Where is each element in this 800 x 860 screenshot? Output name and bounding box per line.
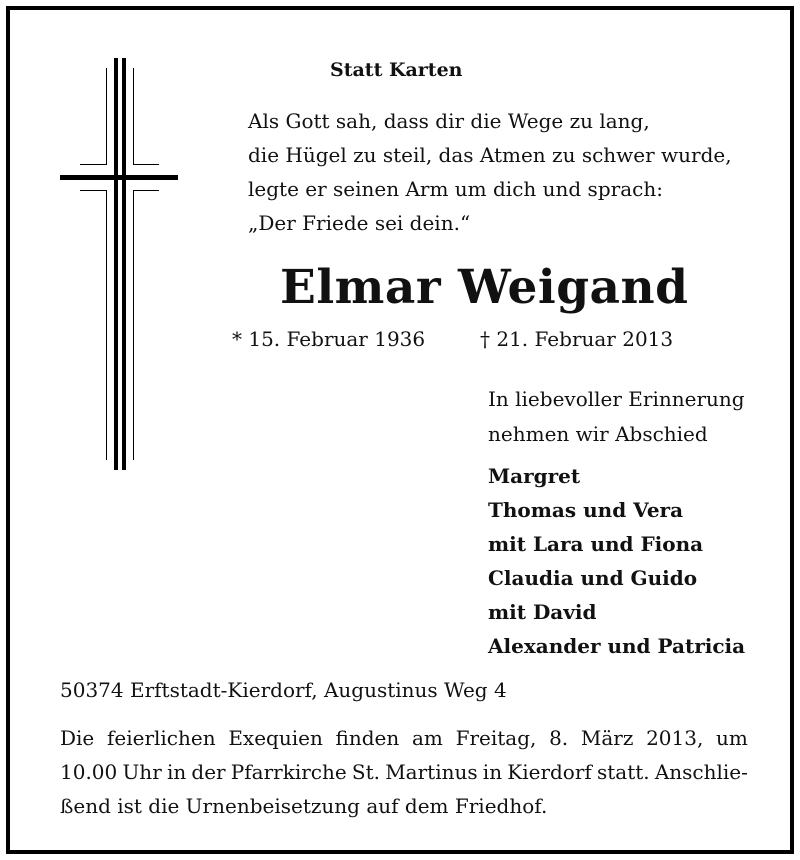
service-word: Kierdorf bbox=[507, 760, 592, 784]
intro-heading: Statt Karten bbox=[330, 59, 463, 81]
birth-date: * 15. Februar 1936 bbox=[232, 327, 426, 351]
mourner: Claudia und Guido bbox=[488, 566, 698, 590]
memory-line: In liebevoller Erinnerung bbox=[488, 387, 745, 411]
obituary-notice bbox=[6, 6, 794, 854]
service-word: Anschlie- bbox=[654, 760, 748, 784]
service-word: März bbox=[580, 726, 634, 750]
service-word: um bbox=[716, 726, 748, 750]
service-word: Uhr bbox=[122, 760, 162, 784]
mourner: mit David bbox=[488, 600, 597, 624]
service-word: 2013, bbox=[646, 726, 704, 750]
service-word: finden bbox=[335, 726, 400, 750]
service-word: Pfarrkirche bbox=[230, 760, 347, 784]
service-word: in bbox=[166, 760, 187, 784]
service-word: Exequien bbox=[228, 726, 323, 750]
service-word: 10.00 bbox=[60, 760, 118, 784]
deceased-name: Elmar Weigand bbox=[280, 260, 689, 315]
poem-line: „Der Friede sei dein.“ bbox=[248, 211, 471, 235]
service-word: in bbox=[482, 760, 503, 784]
service-word: am bbox=[411, 726, 443, 750]
mourner: Margret bbox=[488, 464, 581, 488]
memory-line: nehmen wir Abschied bbox=[488, 422, 708, 446]
memory-text bbox=[488, 382, 745, 452]
address: 50374 Erftstadt-Kierdorf, Augustinus Weg 4 bbox=[60, 678, 507, 702]
poem-line: Als Gott sah, dass dir die Wege zu lang, bbox=[248, 109, 650, 133]
mourner: Thomas und Vera bbox=[488, 498, 684, 522]
service-word: feierlichen bbox=[106, 726, 216, 750]
mourners-list bbox=[488, 459, 745, 663]
service-line: ßend ist die Urnenbeisetzung auf dem Friedhof. bbox=[60, 794, 548, 818]
service-word: St. bbox=[351, 760, 380, 784]
death-date: † 21. Februar 2013 bbox=[480, 327, 674, 351]
service-line bbox=[60, 721, 748, 755]
service-word: Freitag, bbox=[455, 726, 537, 750]
service-info bbox=[60, 721, 748, 823]
poem-line: die Hügel zu steil, das Atmen zu schwer wurde, bbox=[248, 143, 732, 167]
service-word: 8. bbox=[549, 726, 569, 750]
service-word: Martinus bbox=[385, 760, 478, 784]
poem-line: legte er seinen Arm um dich und sprach: bbox=[248, 177, 663, 201]
service-line bbox=[60, 755, 748, 789]
mourner: Alexander und Patricia bbox=[488, 634, 746, 658]
service-word: Die bbox=[60, 726, 95, 750]
service-word: der bbox=[191, 760, 226, 784]
cross-icon bbox=[60, 58, 178, 470]
mourner: mit Lara und Fiona bbox=[488, 532, 704, 556]
poem bbox=[248, 104, 732, 240]
service-word: statt. bbox=[597, 760, 650, 784]
